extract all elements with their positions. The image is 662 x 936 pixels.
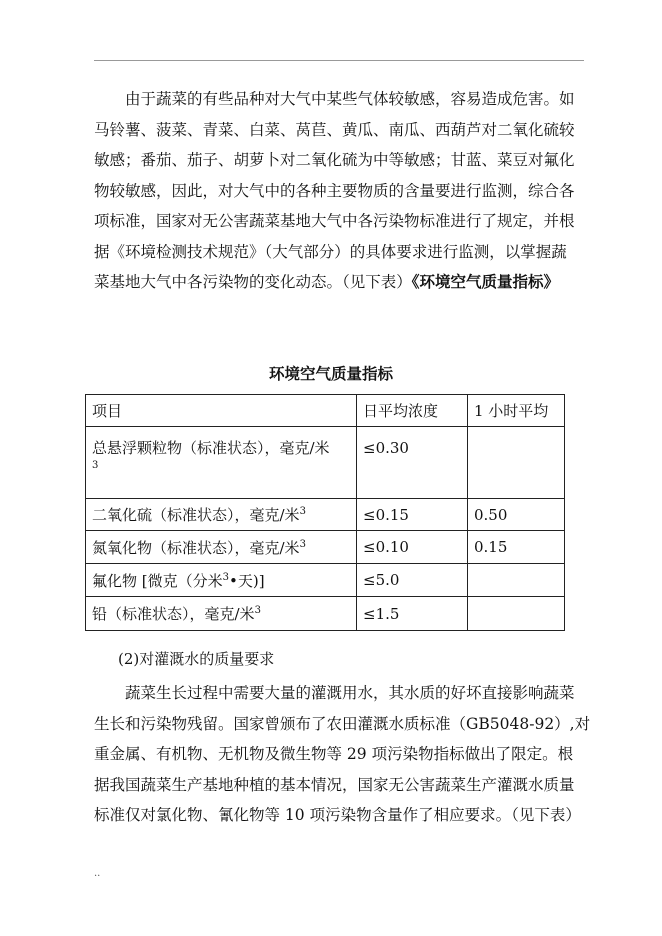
item-text: 铅（标准状态），毫克/米 xyxy=(92,605,255,623)
irrigation-paragraph xyxy=(94,678,591,831)
item-cell xyxy=(86,597,357,631)
paragraph-line: 据《环境检测技术规范》（大气部分）的具体要求进行监测，以掌握蔬 xyxy=(94,242,567,261)
paragraph-line: 重金属、有机物、无机物及微生物等 29 项污染物指标做出了限定。根 xyxy=(94,745,574,763)
table-row xyxy=(86,531,565,564)
intro-paragraph xyxy=(94,84,586,298)
paragraph-line: 项标准，国家对无公害蔬菜基地大气中各污染物标准进行了规定，并根 xyxy=(94,212,575,230)
paragraph-line: 生长和污染物残留。国家曾颁布了农田灌溉水质标准（GB5048-92）,对 xyxy=(94,714,591,733)
paragraph-text: 菜基地大气中各污染物的变化动态。（见下表） xyxy=(94,273,412,291)
paragraph-line: 马铃薯、菠菜、青菜、白菜、莴苣、黄瓜、南瓜、西葫芦对二氧化硫较 xyxy=(94,120,575,139)
item-text: 总悬浮颗粒物（标准状态），毫克/米 xyxy=(92,439,330,457)
unit-exponent: 3 xyxy=(92,460,99,471)
daily-cell: ≤0.30 xyxy=(357,427,468,499)
hourly-cell: 0.50 xyxy=(468,499,565,531)
air-quality-table xyxy=(85,394,565,631)
table-header-row xyxy=(86,395,565,427)
item-text: 氮氧化物（标准状态），毫克/米 xyxy=(92,538,300,557)
paragraph-line: 标准仅对氯化物、氰化物等 10 项污染物含量作了相应要求。（见下表） xyxy=(94,806,581,824)
table-row xyxy=(86,499,565,531)
paragraph-line: 蔬菜生长过程中需要大量的灌溉用水，其水质的好坏直接影响蔬菜 xyxy=(94,684,575,702)
hourly-cell xyxy=(468,564,565,597)
table-row xyxy=(86,564,565,597)
item-cell xyxy=(86,499,357,531)
daily-cell: ≤0.10 xyxy=(357,531,468,564)
section-heading: (2)对灌溉水的质量要求 xyxy=(118,650,275,668)
daily-cell: ≤5.0 xyxy=(357,564,468,597)
unit-exponent: 3 xyxy=(254,605,261,616)
paragraph-line: 据我国蔬菜生产基地种植的基本情况，国家无公害蔬菜生产灌溉水质量 xyxy=(94,775,575,794)
paragraph-line xyxy=(94,267,586,298)
standard-reference: 《环境空气质量指标》 xyxy=(411,272,560,291)
item-text: 二氧化硫（标准状态），毫克/米 xyxy=(92,506,300,524)
unit-exponent: 3 xyxy=(299,506,306,517)
footer-mark: .. xyxy=(94,868,101,879)
unit-exponent: 3 xyxy=(222,571,229,583)
header-cell: 1 小时平均 xyxy=(468,395,565,427)
item-cell xyxy=(86,531,357,564)
item-text-tail: •天)] xyxy=(229,571,265,590)
item-cell xyxy=(86,564,357,597)
hourly-cell xyxy=(468,597,565,631)
paragraph-line: 物较敏感，因此，对大气中的各种主要物质的含量要进行监测，综合各 xyxy=(94,181,575,200)
hourly-cell xyxy=(468,427,565,499)
header-rule xyxy=(94,60,584,61)
table-title: 环境空气质量指标 xyxy=(268,364,393,383)
daily-cell: ≤0.15 xyxy=(357,499,468,531)
hourly-cell: 0.15 xyxy=(468,531,565,564)
table-row xyxy=(86,597,565,631)
daily-cell: ≤1.5 xyxy=(357,597,468,631)
paragraph-line: 由于蔬菜的有些品种对大气中某些气体较敏感，容易造成危害。如 xyxy=(94,90,575,108)
item-text: 氟化物 [微克（分米 xyxy=(92,571,223,590)
table-row xyxy=(86,427,565,499)
paragraph-line: 敏感；番茄、茄子、胡萝卜对二氧化硫为中等敏感；甘蓝、菜豆对氟化 xyxy=(94,151,575,169)
unit-exponent: 3 xyxy=(299,538,306,550)
item-cell xyxy=(86,427,357,499)
header-cell: 日平均浓度 xyxy=(357,395,468,427)
header-cell: 项目 xyxy=(86,395,357,427)
